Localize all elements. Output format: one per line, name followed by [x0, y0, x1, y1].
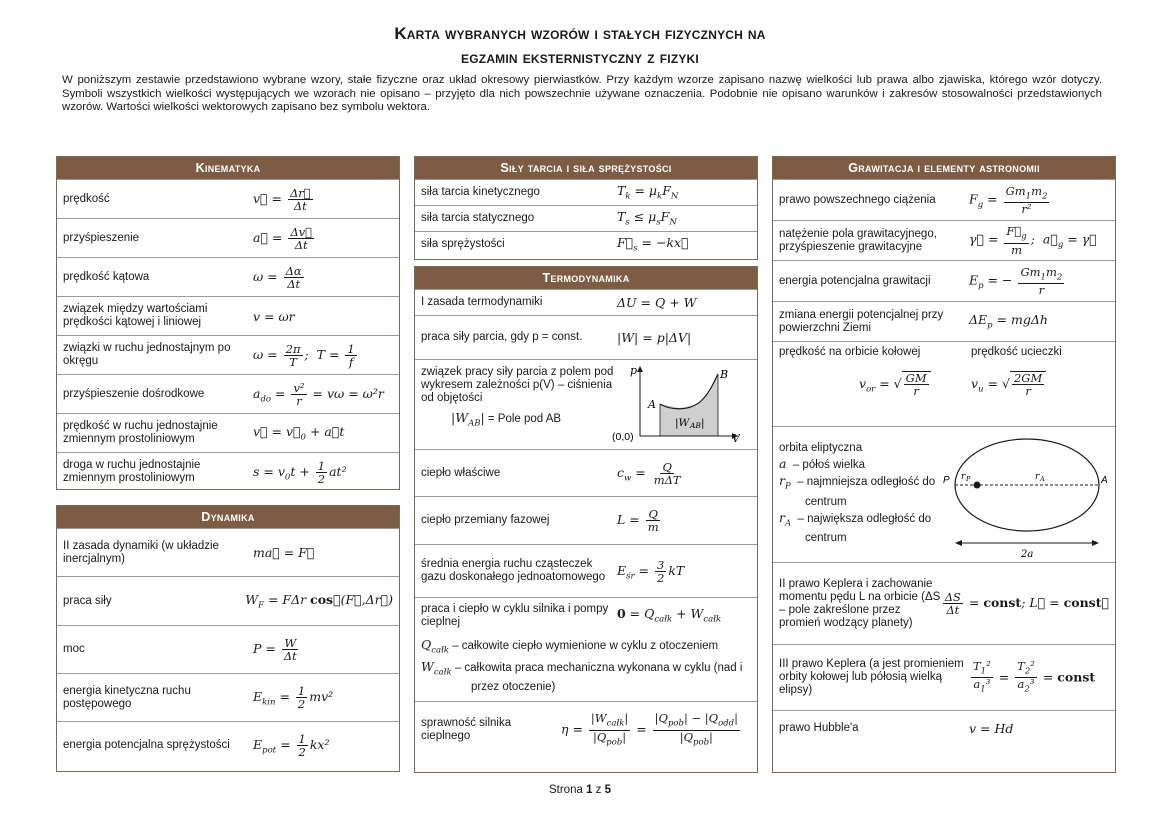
row-orbita-kolowa: [773, 341, 1115, 426]
label-a: A: [1101, 475, 1108, 486]
formula: v⃗ = $v⃗_0$ + a⃗t: [253, 423, 345, 443]
formula: $E_{pot}$ = $\frac{1}{2}$ kx²: [253, 732, 330, 759]
intro-text: W poniższym zestawie przedstawiono wybrane wzory, stałe fizyczne oraz układ okresowy pierwiastków. Przy każdym wzorze zapisano nazwę wielkości lub prawa albo zjawiska, którego wzór dotyczy. Symboli wszystkich wielkości występujących we wzorach nie opisano – przyjęto dla nich powszechnie używane oznaczenia. Podobnie nie opisano warunków i zakresów stosowalności przedstawionych wzorów. Wartości wielkości wektorowych zapisano bez symbolu wektora.: [62, 74, 1102, 114]
row-predkosc-zmienny: [57, 413, 399, 452]
row-zwiazek: [57, 296, 399, 335]
label: II zasada dynamiki (w układzie inercjalnym): [63, 539, 219, 565]
formula: $s = v_0t$ + $\frac{1}{2}$ at²: [253, 458, 347, 486]
cykl-notes: [415, 633, 757, 701]
row-praca: [57, 576, 399, 625]
row-ii-kepler: [773, 562, 1115, 644]
label-2a: 2a: [1021, 549, 1034, 560]
label: natężenie pola grawitacyjnego, przyśpieszenie grawitacyjne: [779, 227, 937, 253]
axis-v-label: V: [732, 432, 740, 444]
formula: ω = $\frac{2\pi}{T}$ ; T = $\frac{1}{f}$: [253, 341, 355, 369]
panel-sily: [414, 156, 758, 260]
label: energia potencjalna sprężystości: [63, 739, 230, 751]
formula: $E_p$ = − $\frac{Gm_1m_2}{r}$: [969, 264, 1063, 298]
label: sprawność silnika cieplnego: [421, 717, 512, 742]
row-pole-wykres: [415, 359, 757, 449]
formula: P = $\frac{W}{\Delta t}$: [253, 636, 297, 663]
label: siła sprężystości: [421, 238, 505, 250]
pole-formula: $|W_{AB}|$ = Pole pod AB: [451, 410, 562, 429]
label: średnia energia ruchu cząsteczek gazu doskonałego jednoatomowego: [421, 558, 606, 583]
row-sprawnosc: [415, 701, 757, 758]
formula: $\frac{\Delta S}{\Delta t}$ = const; L⃗ = const⃗: [944, 590, 1109, 617]
label: prawo Hubble'a: [779, 722, 859, 734]
note-q: $Q_{całk}$ – całkowite ciepło wymienione w cyklu z otoczeniem: [421, 637, 719, 656]
label-ra-sub: A: [1040, 475, 1045, 483]
row-okrag: [57, 335, 399, 374]
formula: $F_g$ = $\frac{Gm_1m_2}{\text{r²}}$: [969, 183, 1048, 217]
label: energia kinetyczna ruchu postępowego: [63, 684, 191, 710]
formula: $c_w$ = $\frac{Q}{\text{mΔT}}$: [617, 459, 681, 487]
label: prędkość: [63, 192, 110, 205]
label: I zasada termodynamiki: [421, 296, 543, 308]
axis-p-label: p: [630, 364, 638, 377]
origin-label: (0,0): [612, 431, 634, 443]
note-w-text: – całkowita praca mechaniczna wykonana w cyklu (nad i przez otoczenie): [454, 661, 743, 693]
footer-mid: z: [592, 784, 605, 796]
label-rp: r: [961, 472, 966, 482]
label: związek między wartościami prędkości kątowej i liniowej: [63, 303, 208, 328]
formula-ucieczki: $v_u$ = √ $\frac{2GM}{r}$: [971, 371, 1046, 397]
title-line-2: egzamin eksternistyczny z fizyki: [461, 48, 699, 67]
row-cieplo-fazowe: [415, 496, 757, 544]
row-zmiana-ep: [773, 301, 1115, 341]
pole-text: Pole pod AB: [497, 413, 562, 425]
row-predkosc-katowa: [57, 257, 399, 296]
row-cykl: [415, 597, 757, 633]
row-droga: [57, 452, 399, 491]
row-natezenie: [773, 220, 1115, 260]
formula-orbita: $v_{or}$ = √ $\frac{GM}{r}$: [779, 371, 971, 397]
orbit-ra: $r_A$ – największa odległość do centrum: [779, 509, 932, 544]
formula: $\Delta E_p = mg\Delta h$: [969, 312, 1048, 331]
label: siła tarcia statycznego: [421, 212, 535, 224]
row-predkosc: [57, 179, 399, 218]
panel-termodynamika: [414, 266, 758, 773]
row-ii-zasada: [57, 528, 399, 576]
orbit-a-text: – półoś wielka: [792, 459, 866, 471]
formula: v = ωr: [253, 308, 295, 324]
note-q-text: – całkowite ciepło wymienione w cyklu z otoczeniem: [452, 640, 719, 652]
formula: $\frac{T_1^2}{a_1^3}$ = $\frac{T_2^2}{a_2^3}$ = const: [973, 658, 1096, 695]
label: siła tarcia kinetycznego: [421, 186, 540, 198]
label: prawo powszechnego ciążenia: [779, 193, 936, 206]
row-praca-parcia: [415, 315, 757, 359]
row-i-zasada: [415, 289, 757, 315]
row-przyspieszenie: [57, 218, 399, 257]
row-tarcie-stat: [415, 205, 757, 231]
formula: ΔU = Q + W: [617, 295, 697, 310]
panel-header-grawitacja: Grawitacja i elementy astronomii: [773, 157, 1115, 179]
row-srednia-energia: [415, 544, 757, 597]
orbit-title: orbita eliptyczna: [779, 442, 863, 454]
ellipse-diagram: [939, 431, 1109, 561]
formula: ma⃗ = F⃗: [253, 545, 315, 560]
label: przyśpieszenie: [63, 231, 140, 244]
point-b-label: B: [720, 368, 729, 381]
formula: |W| = p|ΔV|: [617, 330, 692, 345]
label: ciepło przemiany fazowej: [421, 514, 550, 526]
title-line-1: Karta wybranych wzorów i stałych fizycznych na: [394, 24, 766, 43]
row-iii-kepler: [773, 644, 1115, 710]
panel-grawitacja: [772, 156, 1116, 773]
formula: $E_{kin}$ = $\frac{1}{2}$ mv²: [253, 684, 334, 711]
area-sub: AB: [690, 421, 701, 430]
formula: $T_s \le \mu_sF_N$: [617, 209, 677, 228]
pv-graph: [610, 364, 740, 444]
formula: $a_{do}$ = $\frac{\text{v²}}{r}$ = vω = ω²r: [253, 380, 384, 408]
formula: $F⃗_s$ = −kx⃗: [617, 235, 689, 254]
formula: $T_k = \mu_kF_N$: [617, 183, 679, 202]
label: praca i ciepło w cyklu silnika i pompy cieplnej: [421, 602, 609, 628]
panel-kinematyka: [56, 156, 400, 490]
formula: $E_{śr}$ = $\frac{3}{2}$ kT: [617, 557, 685, 585]
formula: v⃗ = $\frac{\Delta r⃗}{\Delta t}$: [253, 185, 311, 213]
row-orbita-eliptyczna: [773, 426, 1115, 562]
label: prędkość na orbicie kołowej: [779, 346, 921, 358]
area-label: |W: [675, 417, 690, 429]
panel-header-sily: Siły tarcia i siła sprężystości: [415, 157, 757, 179]
formula: v = Hd: [969, 721, 1014, 736]
orbit-a: a – półoś wielka: [779, 456, 866, 471]
label: praca siły: [63, 594, 112, 607]
label: praca siły parcia, gdy p = const.: [421, 331, 583, 343]
label-ra: r: [1035, 472, 1040, 482]
row-moc: [57, 625, 399, 673]
orbit-rp-text: – najmniejsza odległość do centrum: [797, 476, 936, 508]
panel-dynamika: [56, 505, 400, 772]
label: prędkość w ruchu jednostajnie zmiennym prostoliniowym: [63, 420, 218, 445]
row-sprezystosc: [415, 231, 757, 257]
formula: γ⃗ = $\frac{F⃗_g}{m}$ ; $a⃗_g$ = γ⃗: [969, 224, 1097, 257]
label: prędkość kątowa: [63, 270, 150, 283]
footer-prefix: Strona: [548, 784, 587, 796]
area-bar: |: [701, 417, 705, 429]
row-epot: [57, 721, 399, 769]
label-p: P: [943, 475, 950, 486]
page-title: [0, 22, 1160, 70]
label: moc: [63, 643, 85, 655]
orbit-rp: $r_P$ – najmniejsza odległość do centrum: [779, 473, 936, 508]
formula: L = $\frac{Q}{m}$: [617, 507, 659, 534]
row-tarcie-kin: [415, 179, 757, 205]
formula: a⃗ = $\frac{\Delta v⃗}{\Delta t}$: [253, 224, 313, 252]
label: związki w ruchu jednostajnym po okręgu: [63, 342, 231, 367]
row-ciazenie: [773, 179, 1115, 220]
label: zmiana energii potencjalnej przy powierzchni Ziemi: [779, 308, 944, 334]
formula: η = $\frac{|W_{całk}|}{|Q_{pob}|}$ = $\frac{|Q_{pob}| - |Q_{odd}|}{|Q_{pob}|}$: [561, 711, 738, 747]
row-hubble: [773, 710, 1115, 746]
label: przyśpieszenie dośrodkowe: [63, 387, 205, 400]
label: droga w ruchu jednostajnie zmiennym prostoliniowym: [63, 459, 201, 484]
panel-header-kinematyka: Kinematyka: [57, 157, 399, 179]
panel-header-termo: Termodynamika: [415, 267, 757, 289]
formula: ω = $\frac{\Delta\alpha}{\Delta t}$: [253, 263, 302, 291]
panel-header-dynamika: Dynamika: [57, 506, 399, 528]
label: związek pracy siły parcia z polem pod wykresem zależności p(V) – ciśnienia od objętości: [421, 366, 614, 404]
point-a-label: A: [648, 398, 656, 411]
row-ep-grawitacji: [773, 260, 1115, 301]
label-rp-sub: P: [966, 475, 971, 483]
label: ciepło właściwe: [421, 466, 501, 479]
label: energia potencjalna grawitacji: [779, 274, 931, 287]
ucieczki-label: prędkość ucieczki: [971, 346, 1062, 358]
row-cieplo-wlasciwe: [415, 449, 757, 496]
orbit-ra-text: – największa odległość do centrum: [797, 512, 932, 544]
page-footer: [0, 784, 1160, 796]
label: II prawo Keplera i zachowanie momentu pędu L na orbicie (ΔS – pole zakreślone przez promień wodzący planety): [779, 577, 941, 629]
note-w: $W_{całk}$ – całkowita praca mechaniczna wykonana w cyklu (nad i przez otoczenie): [421, 658, 743, 693]
footer-total: 5: [604, 784, 612, 796]
footer-page: 1: [586, 784, 593, 796]
formula: $W_F = F\Delta r$ cos∢(F⃗,Δr⃗): [245, 591, 393, 611]
formula: $0 = Q_{całk} + W_{całk}$: [617, 606, 722, 625]
row-ekin: [57, 673, 399, 721]
row-dosrodkowe: [57, 374, 399, 413]
label: III prawo Keplera (a jest promieniem orbity kołowej lub półosią wielką elipsy): [779, 658, 964, 696]
